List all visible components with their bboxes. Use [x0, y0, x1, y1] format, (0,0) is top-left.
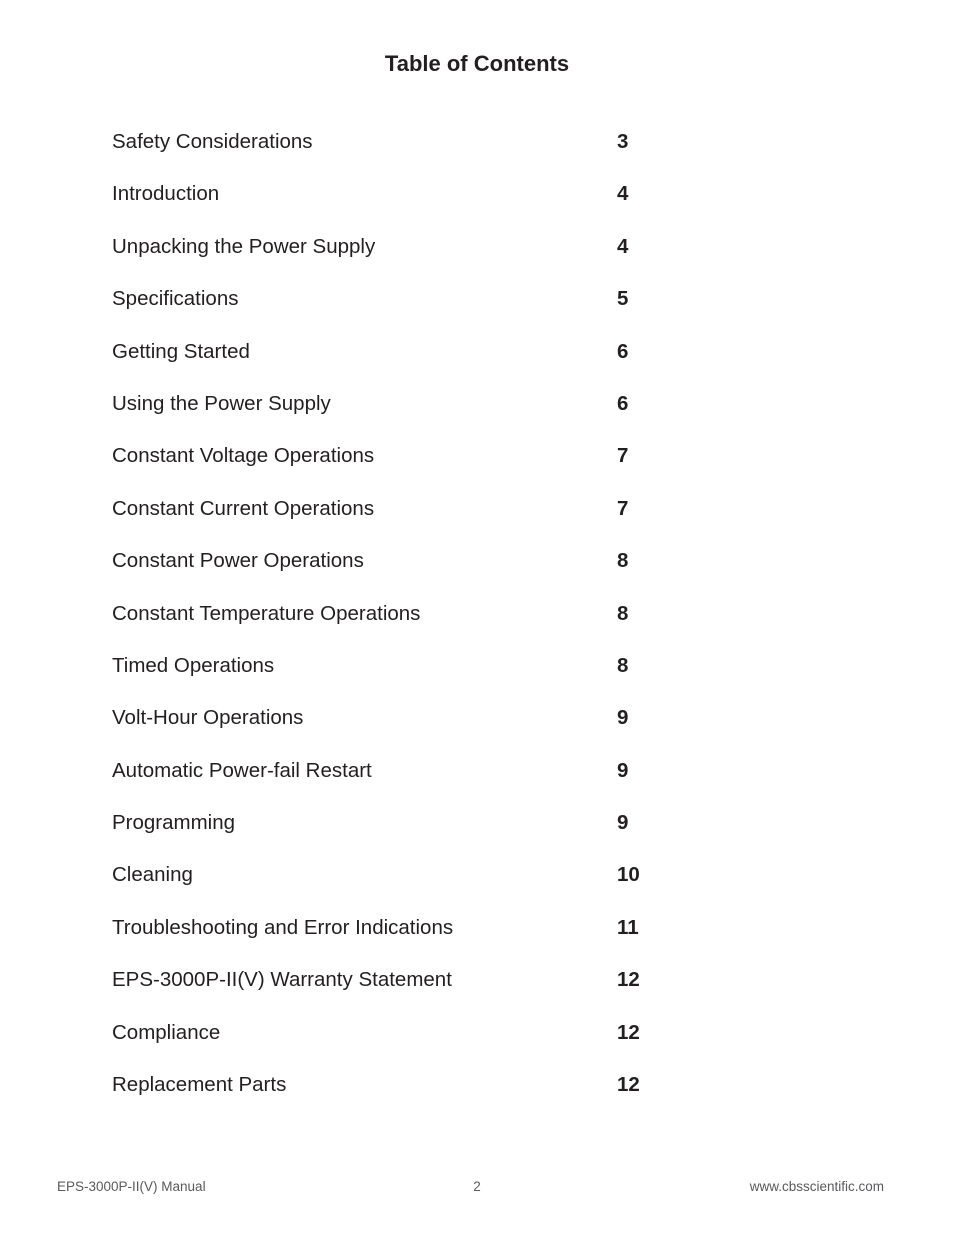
toc-entry-label: Programming	[112, 811, 236, 835]
toc-entry	[112, 337, 672, 389]
toc-entry-label: Constant Current Operations	[112, 496, 375, 520]
toc-entry	[112, 913, 672, 965]
toc-entry-page: 12	[617, 1073, 640, 1097]
toc-entry-page: 3	[617, 130, 629, 153]
toc-entry	[112, 965, 672, 1017]
toc-entry-label: Constant Voltage Operations	[112, 444, 375, 468]
toc-entry	[112, 127, 672, 179]
toc-entry-page: 10	[617, 863, 640, 887]
toc-entry-page: 8	[617, 549, 629, 573]
toc-entry-label: Safety Considerations	[112, 130, 313, 153]
toc-entry-page: 8	[617, 653, 629, 677]
toc-entry-page: 4	[617, 182, 629, 206]
toc-entry-label: Replacement Parts	[112, 1073, 287, 1097]
toc-entry	[112, 651, 672, 703]
toc-entry-page: 7	[617, 496, 629, 520]
toc-entry	[112, 860, 672, 912]
toc-entry-label: Compliance	[112, 1020, 221, 1044]
toc-entry-label: Unpacking the Power Supply	[112, 234, 376, 258]
footer-website: www.cbsscientific.com	[749, 1179, 884, 1194]
toc-entry-page: 12	[617, 968, 640, 992]
toc-entry	[112, 494, 672, 546]
toc-entry-page: 6	[617, 339, 629, 363]
toc-entry	[112, 1018, 672, 1070]
toc-entry-page: 5	[617, 287, 629, 311]
toc-entry-label: Troubleshooting and Error Indications	[112, 915, 454, 939]
toc-entry-label: Timed Operations	[112, 653, 275, 677]
toc-entry-page: 11	[617, 915, 639, 939]
toc-entry	[112, 756, 672, 808]
toc-entry	[112, 599, 672, 651]
toc-entry-page: 9	[617, 811, 629, 835]
toc-entry-page: 12	[617, 1020, 640, 1044]
toc-entry	[112, 441, 672, 493]
toc-entry	[112, 179, 672, 231]
page-title: Table of Contents	[384, 51, 570, 76]
toc-entry-label: Volt-Hour Operations	[112, 706, 304, 730]
toc-entry-label: Using the Power Supply	[112, 391, 331, 415]
toc-entry-page: 6	[617, 391, 629, 415]
toc-entry-label: Introduction	[112, 182, 220, 206]
toc-entry-page: 7	[617, 444, 629, 468]
toc-entry-label: EPS-3000P-II(V) Warranty Statement	[112, 968, 452, 992]
toc-entry-label: Automatic Power-fail Restart	[112, 758, 372, 782]
toc-entry-label: Cleaning	[112, 863, 193, 887]
toc-entry-label: Constant Power Operations	[112, 549, 364, 573]
toc-entry	[112, 546, 672, 598]
toc-entry	[112, 1070, 672, 1122]
toc-entry	[112, 232, 672, 284]
toc-entry-page: 9	[617, 706, 629, 730]
toc-entry	[112, 808, 672, 860]
toc-entry	[112, 389, 672, 441]
footer-manual-name: EPS-3000P-II(V) Manual	[57, 1179, 206, 1194]
toc-entry-label: Specifications	[112, 287, 239, 311]
toc-entry	[112, 284, 672, 336]
toc-entry-label: Getting Started	[112, 339, 250, 363]
footer-page-number: 2	[473, 1179, 481, 1194]
toc-entry-page: 4	[617, 234, 629, 258]
toc-entry-page: 9	[617, 758, 629, 782]
toc-entry-label: Constant Temperature Operations	[112, 601, 421, 625]
toc-entry	[112, 703, 672, 755]
toc-list	[112, 127, 672, 1122]
toc-entry-page: 8	[617, 601, 629, 625]
